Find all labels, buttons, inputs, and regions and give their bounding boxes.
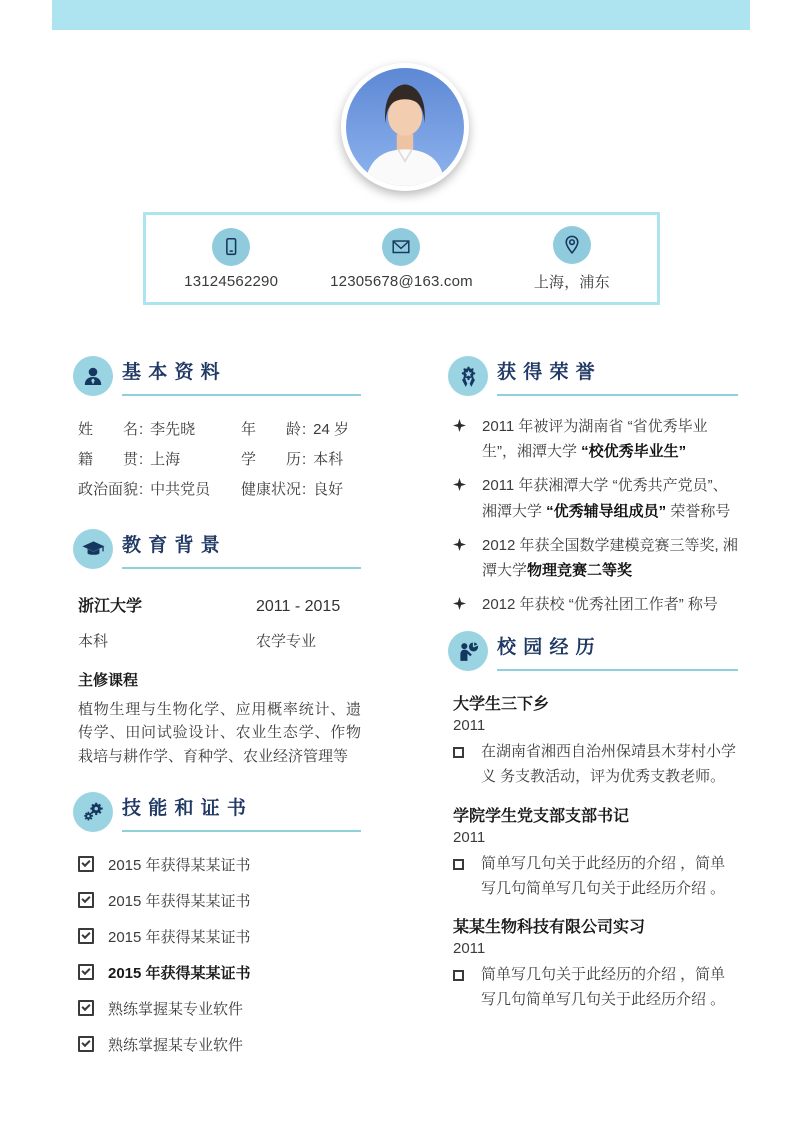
education-courses: 植物生理与生物化学、应用概率统计、遗传学、田问试验设计、农业生态学、作物栽培与耕作学、育种学、农业经济管理等 (78, 701, 361, 765)
section-header-basic-info (73, 356, 361, 396)
contact-box (143, 212, 660, 305)
mail-icon (382, 228, 420, 266)
campus-entry-desc: 简单写几句关于此经历的介绍 ，简单写几句简单写几句关于此经历介绍 。 (481, 966, 726, 1009)
contact-email-value: 12305678@163.com (330, 272, 473, 290)
skill-item: 2015 年获得某某证书 (78, 962, 361, 983)
top-accent-bar (52, 0, 750, 30)
section-header-education (73, 529, 361, 569)
education-school: 浙江大学 (78, 598, 143, 615)
checkbox-checked-icon (78, 964, 94, 980)
star-bullet-icon (453, 419, 466, 464)
square-bullet-icon (453, 970, 464, 981)
honor-item: 2012 年获全国数学建模竞赛三等奖, 湘潭大学物理竞赛二等奖 (453, 533, 738, 583)
campus-entry-date: 2011 (453, 940, 486, 958)
campus-entry-title: 学院学生党支部支部书记 (453, 807, 630, 825)
checkbox-checked-icon (78, 928, 94, 944)
section-title-campus: 校园经历 (497, 637, 602, 659)
skill-item: 2015 年获得某某证书 (78, 854, 361, 875)
campus-entry (453, 803, 738, 902)
skill-item: 熟练掌握某专业软件 (78, 998, 361, 1019)
contact-location-value: 上海，浦东 (533, 273, 610, 291)
honor-item: 2011 年获湘潭大学 “优秀共产党员”、湘潭大学 “优秀辅导组成员” 荣誉称号 (453, 473, 738, 523)
left-column (73, 356, 361, 1070)
square-bullet-icon (453, 747, 464, 758)
campus-entry-title: 某某生物科技有限公司实习 (453, 919, 646, 937)
contact-item-location (487, 226, 657, 292)
checkbox-checked-icon (78, 1036, 94, 1052)
contact-item-email (316, 228, 486, 290)
section-header-skills (73, 792, 361, 832)
basic-info-fields (78, 418, 361, 499)
honor-item: 2011 年被评为湖南省 “省优秀毕业生”，湘潭大学 “校优秀毕业生” (453, 414, 738, 464)
field-native-place: 籍贯: 上海 (78, 451, 181, 468)
star-bullet-icon (453, 478, 466, 523)
checkbox-checked-icon (78, 892, 94, 908)
square-bullet-icon (453, 859, 464, 870)
section-title-honors: 获得荣誉 (497, 362, 602, 383)
section-title-education: 教育背景 (122, 535, 227, 556)
field-health: 健康状况: 良好 (241, 481, 344, 498)
skills-list (78, 854, 361, 1055)
skill-item: 2015 年获得某某证书 (78, 926, 361, 947)
contact-item-phone (146, 228, 316, 290)
campus-list (453, 691, 738, 1013)
field-degree: 学历: 本科 (241, 451, 344, 468)
presenter-icon (448, 631, 488, 671)
campus-entry-date: 2011 (453, 717, 486, 735)
field-political-status: 政治面貌: 中共党员 (78, 481, 211, 498)
right-column (448, 356, 738, 1026)
profile-photo (341, 63, 469, 191)
campus-entry-desc: 在湖南省湘西自治州保靖县木芽村小学义 务支教活动，评为优秀支教老师。 (481, 743, 737, 786)
star-bullet-icon (453, 597, 466, 617)
location-icon (553, 226, 591, 264)
education-major: 农学专业 (256, 633, 317, 650)
campus-entry (453, 914, 738, 1013)
section-title-basic-info: 基本资料 (122, 362, 227, 383)
campus-entry-title: 大学生三下乡 (453, 696, 550, 714)
avatar-illustration (346, 68, 464, 186)
field-age: 年龄: 24 岁 (241, 421, 350, 438)
gears-icon (73, 792, 113, 832)
education-summary (78, 593, 361, 651)
section-header-campus (448, 631, 738, 671)
skill-item: 2015 年获得某某证书 (78, 890, 361, 911)
checkbox-checked-icon (78, 1000, 94, 1016)
honors-list (453, 414, 738, 617)
section-header-honors (448, 356, 738, 396)
user-icon (73, 356, 113, 396)
phone-icon (212, 228, 250, 266)
education-period: 2011 - 2015 (256, 598, 341, 615)
contact-phone-value: 13124562290 (184, 272, 279, 290)
checkbox-checked-icon (78, 856, 94, 872)
medal-icon (448, 356, 488, 396)
star-bullet-icon (453, 538, 466, 583)
honor-item: 2012 年获校 “优秀社团工作者” 称号 (453, 592, 738, 617)
education-degree: 本科 (78, 633, 109, 650)
section-title-skills: 技能和证书 (122, 797, 254, 819)
campus-entry (453, 691, 738, 790)
campus-entry-desc: 简单写几句关于此经历的介绍 ，简单写几句简单写几句关于此经历介绍 。 (481, 854, 726, 897)
education-courses-label: 主修课程 (78, 672, 139, 689)
campus-entry-date: 2011 (453, 828, 486, 846)
field-name: 姓名: 李先晓 (78, 421, 196, 438)
graduation-cap-icon (73, 529, 113, 569)
skill-item: 熟练掌握某专业软件 (78, 1034, 361, 1055)
